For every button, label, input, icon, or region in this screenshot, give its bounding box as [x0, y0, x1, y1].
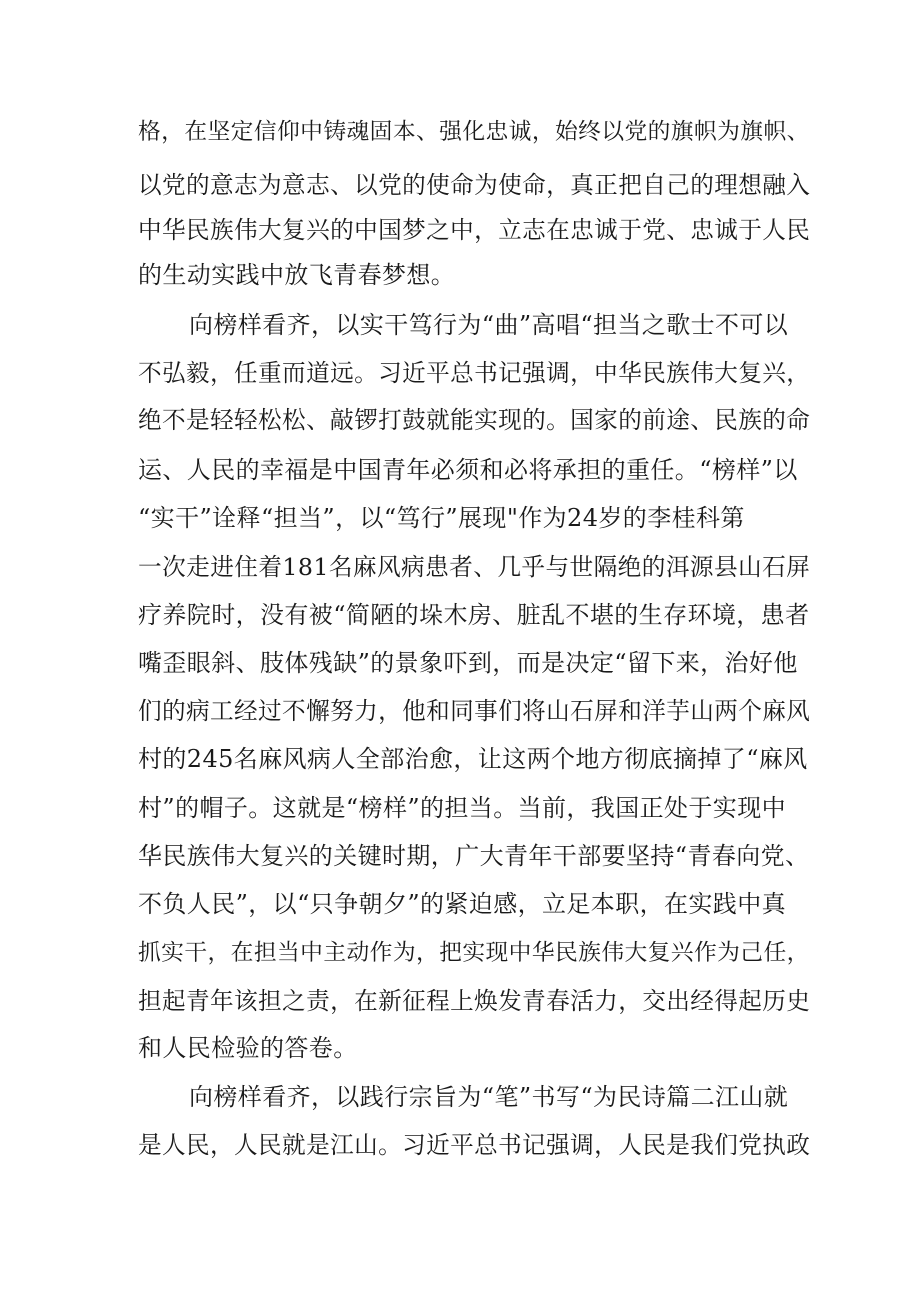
- text-line: 疗养院时，没有被“简陋的垛木房、脏乱不堪的生存环境，患者: [138, 601, 810, 629]
- text-line: 担起青年该担之责，在新征程上焕发青春活力，交出经得起历史: [138, 987, 811, 1015]
- paragraph-first-line: 向榜样看齐，以践行宗旨为“笔”书写“为民诗篇二江山就: [189, 1083, 789, 1111]
- text-line: “实干”诠释“担当”，以“笃行”展现"作为24岁的李桂科第: [138, 504, 745, 532]
- text-line: 村的245名麻风病人全部治愈，让这两个地方彻底摘掉了“麻风: [138, 745, 808, 773]
- text-line: 以党的意志为意志、以党的使命为使命，真正把自己的理想融入: [138, 171, 811, 199]
- text-line: 不负人民”，以“只争朝夕”的紧迫感，立足本职，在实践中真: [138, 890, 787, 918]
- text-line: 绝不是轻轻松松、敲锣打鼓就能实现的。国家的前途、民族的命: [138, 406, 811, 434]
- paragraph-first-line: 向榜样看齐，以实干笃行为“曲”高唱“担当之歌士不可以: [189, 311, 789, 339]
- text-line: 的生动实践中放飞青春梦想。: [138, 261, 456, 289]
- text-line: 格，在坚定信仰中铸魂固本、强化忠诚，始终以党的旗帜为旗帜、: [138, 119, 810, 145]
- text-line: 村”的帽子。这就是“榜样”的担当。当前，我国正处于实现中: [138, 794, 787, 822]
- text-line: 一次走进住着181名麻风病患者、几乎与世隔绝的洱源县山石屏: [138, 553, 811, 581]
- text-line: 是人民，人民就是江山。习近平总书记强调，人民是我们党执政: [138, 1131, 811, 1159]
- text-line: 运、人民的幸福是中国青年必须和必将承担的重任。“榜样”以: [138, 456, 798, 484]
- text-line: 抓实干，在担当中主动作为，把实现中华民族伟大复兴作为己任，: [138, 940, 810, 966]
- text-line: 和人民检验的答卷。: [138, 1034, 358, 1062]
- text-line: 华民族伟大复兴的关键时期，广大青年干部要坚持“青春向党、: [138, 842, 810, 870]
- text-line: 中华民族伟大复兴的中国梦之中，立志在忠诚于党、忠诚于人民: [138, 216, 811, 244]
- text-line: 们的病工经过不懈努力，他和同事们将山石屏和洋芋山两个麻风: [138, 697, 811, 725]
- text-line: 不弘毅，任重而道远。习近平总书记强调，中华民族伟大复兴，: [138, 359, 811, 387]
- text-line: 嘴歪眼斜、肢体残缺”的景象吓到，而是决定“留下来，治好他: [138, 649, 798, 677]
